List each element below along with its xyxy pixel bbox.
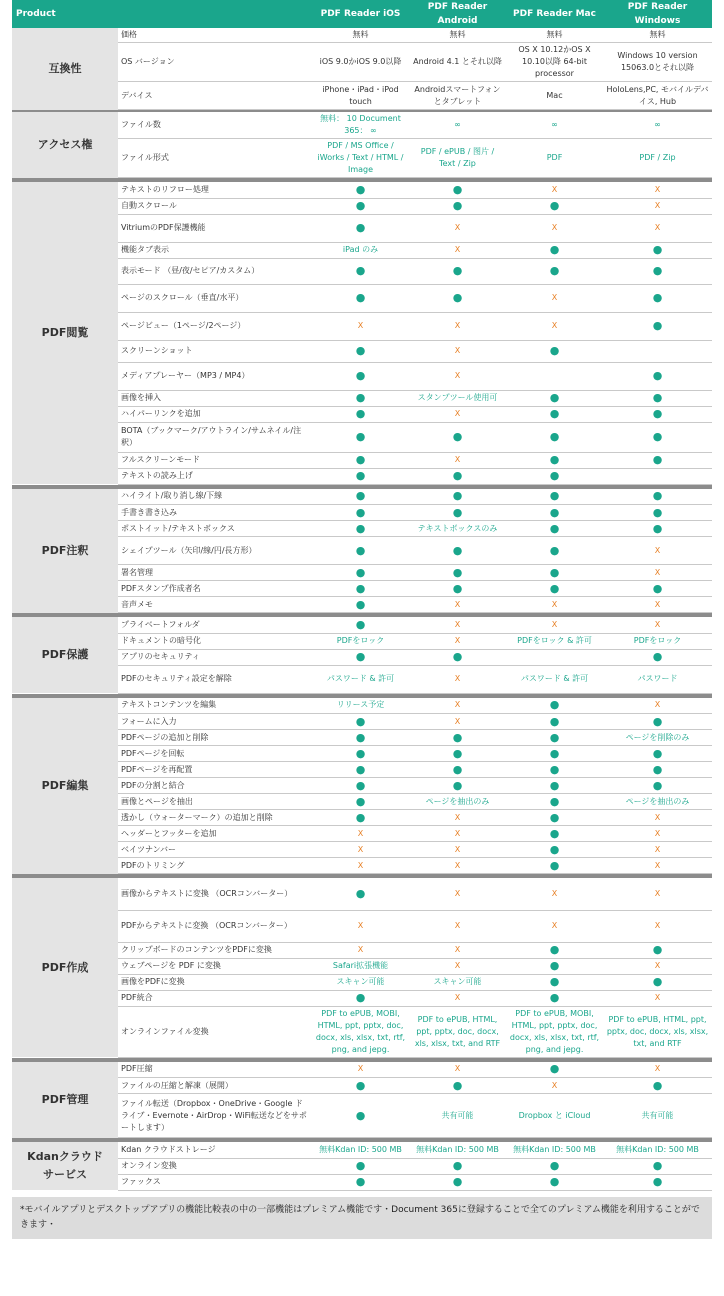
supported-dot: ● (506, 468, 603, 484)
value-cell: iPhone・iPad・iPod touch (312, 82, 409, 110)
unsupported-x: X (312, 826, 409, 842)
comparison-page (12, 0, 712, 1239)
supported-dot: ● (506, 242, 603, 258)
supported-dot: ● (312, 810, 409, 826)
unsupported-x: X (409, 698, 506, 714)
value-cell: PDFをロック (312, 633, 409, 649)
feature-label: 署名管理 (118, 565, 312, 581)
value-cell: PDF / ePUB / 图片 / Text / Zip (409, 139, 506, 178)
supported-dot: ● (506, 730, 603, 746)
value-cell: 無料Kdan ID: 500 MB (506, 1142, 603, 1158)
value-cell: 共有可能 (409, 1094, 506, 1138)
feature-label: 価格 (118, 28, 312, 43)
feature-label: ファックス (118, 1174, 312, 1190)
value-cell: テキストボックスのみ (409, 521, 506, 537)
value-cell: スキャン可能 (312, 974, 409, 990)
feature-label: 表示モード （昼/夜/セピア/カスタム） (118, 258, 312, 284)
unsupported-x: X (506, 312, 603, 340)
feature-label: デバイス (118, 82, 312, 110)
supported-dot: ● (506, 406, 603, 422)
feature-label: ハイパーリンクを追加 (118, 406, 312, 422)
unsupported-x: X (409, 878, 506, 910)
unsupported-x: X (603, 958, 712, 974)
supported-dot: ● (506, 258, 603, 284)
supported-dot: ● (312, 730, 409, 746)
feature-label: ドキュメントの暗号化 (118, 633, 312, 649)
feature-label: ページのスクロール（垂直/水平） (118, 284, 312, 312)
value-cell: HoloLens,PC, モバイルデバイス, Hub (603, 82, 712, 110)
feature-label: BOTA（ブックマーク/アウトライン/サムネイル/注釈） (118, 422, 312, 452)
feature-label: ハイライト/取り消し線/下線 (118, 489, 312, 505)
unsupported-x: X (409, 1062, 506, 1078)
supported-dot: ● (603, 974, 712, 990)
value-cell: Android 4.1 とそれ以降 (409, 43, 506, 82)
feature-label: クリップボードのコンテンツをPDFに変換 (118, 942, 312, 958)
value-cell: ∞ (603, 112, 712, 139)
value-cell: ∞ (409, 112, 506, 139)
unsupported-x: X (409, 362, 506, 390)
supported-dot: ● (409, 762, 506, 778)
supported-dot: ● (312, 452, 409, 468)
supported-dot: ● (409, 1078, 506, 1094)
feature-label: フォームに入力 (118, 714, 312, 730)
feature-label: プライベートフォルダ (118, 617, 312, 633)
supported-dot: ● (409, 258, 506, 284)
unsupported-x: X (312, 312, 409, 340)
supported-dot: ● (603, 312, 712, 340)
supported-dot: ● (506, 198, 603, 214)
feature-label: PDFページを再配置 (118, 762, 312, 778)
supported-dot: ● (312, 537, 409, 565)
unsupported-x: X (409, 665, 506, 693)
feature-label: PDFのセキュリティ設定を解除 (118, 665, 312, 693)
value-cell: 共有可能 (603, 1094, 712, 1138)
value-cell: 無料 (409, 28, 506, 43)
unsupported-x: X (506, 878, 603, 910)
supported-dot: ● (506, 340, 603, 362)
feature-label: ファイル転送（Dropbox・OneDrive・Google ドライブ・Evernote・AirDrop・WiFi転送などをサポートします） (118, 1094, 312, 1138)
supported-dot: ● (312, 390, 409, 406)
empty-cell (506, 649, 603, 665)
feature-label: フルスクリーンモード (118, 452, 312, 468)
unsupported-x: X (506, 182, 603, 198)
feature-label: PDFのトリミング (118, 858, 312, 874)
supported-dot: ● (506, 1174, 603, 1190)
supported-dot: ● (603, 422, 712, 452)
supported-dot: ● (312, 182, 409, 198)
feature-label: アプリのセキュリティ (118, 649, 312, 665)
table-row (12, 112, 712, 139)
supported-dot: ● (312, 362, 409, 390)
unsupported-x: X (506, 910, 603, 942)
supported-dot: ● (409, 1174, 506, 1190)
supported-dot: ● (409, 468, 506, 484)
value-cell: PDF / MS Office / iWorks / Text / HTML / Image (312, 139, 409, 178)
unsupported-x: X (312, 858, 409, 874)
supported-dot: ● (506, 565, 603, 581)
supported-dot: ● (603, 406, 712, 422)
table-row (12, 1142, 712, 1158)
supported-dot: ● (312, 581, 409, 597)
supported-dot: ● (506, 698, 603, 714)
feature-comparison-table (12, 0, 712, 1191)
supported-dot: ● (312, 1158, 409, 1174)
supported-dot: ● (312, 649, 409, 665)
unsupported-x: X (506, 284, 603, 312)
supported-dot: ● (603, 778, 712, 794)
value-cell: 無料 (603, 28, 712, 43)
feature-label: PDFページの追加と削除 (118, 730, 312, 746)
value-cell: PDF / Zip (603, 139, 712, 178)
unsupported-x: X (409, 990, 506, 1006)
table-row (12, 617, 712, 633)
supported-dot: ● (312, 714, 409, 730)
feature-label: VitriumのPDF保護機能 (118, 214, 312, 242)
supported-dot: ● (506, 842, 603, 858)
feature-label: 画像とページを抽出 (118, 794, 312, 810)
supported-dot: ● (312, 489, 409, 505)
supported-dot: ● (312, 1094, 409, 1138)
value-cell: パスワード & 許可 (312, 665, 409, 693)
unsupported-x: X (409, 340, 506, 362)
value-cell: Mac (506, 82, 603, 110)
feature-label: スクリーンショット (118, 340, 312, 362)
unsupported-x: X (312, 910, 409, 942)
supported-dot: ● (603, 581, 712, 597)
feature-label: PDF統合 (118, 990, 312, 1006)
unsupported-x: X (603, 537, 712, 565)
header-product-windows: PDF Reader Windows (603, 0, 712, 28)
unsupported-x: X (409, 242, 506, 258)
supported-dot: ● (506, 1062, 603, 1078)
feature-label: PDFスタンプ作成者名 (118, 581, 312, 597)
supported-dot: ● (409, 1158, 506, 1174)
supported-dot: ● (312, 617, 409, 633)
supported-dot: ● (506, 521, 603, 537)
unsupported-x: X (312, 942, 409, 958)
supported-dot: ● (312, 990, 409, 1006)
supported-dot: ● (409, 730, 506, 746)
unsupported-x: X (409, 842, 506, 858)
feature-label: テキストのリフロー処理 (118, 182, 312, 198)
table-row (12, 28, 712, 43)
supported-dot: ● (312, 406, 409, 422)
unsupported-x: X (603, 565, 712, 581)
supported-dot: ● (506, 826, 603, 842)
unsupported-x: X (603, 878, 712, 910)
table-row (12, 1062, 712, 1078)
header-product-mac: PDF Reader Mac (506, 0, 603, 28)
supported-dot: ● (603, 284, 712, 312)
unsupported-x: X (506, 617, 603, 633)
header-product-ios: PDF Reader iOS (312, 0, 409, 28)
unsupported-x: X (506, 1078, 603, 1094)
table-row (12, 182, 712, 198)
value-cell: スタンプツール使用可 (409, 390, 506, 406)
value-cell: 無料Kdan ID: 500 MB (312, 1142, 409, 1158)
supported-dot: ● (409, 537, 506, 565)
supported-dot: ● (312, 762, 409, 778)
supported-dot: ● (506, 422, 603, 452)
supported-dot: ● (312, 565, 409, 581)
value-cell: iPad のみ (312, 242, 409, 258)
feature-label: 画像を挿入 (118, 390, 312, 406)
category-label: PDF管理 (12, 1062, 118, 1138)
supported-dot: ● (409, 198, 506, 214)
value-cell: Androidスマートフォンとタブレット (409, 82, 506, 110)
value-cell: ページを抽出のみ (603, 794, 712, 810)
supported-dot: ● (409, 422, 506, 452)
unsupported-x: X (409, 826, 506, 842)
value-cell: PDFをロック & 許可 (506, 633, 603, 649)
unsupported-x: X (603, 810, 712, 826)
unsupported-x: X (603, 842, 712, 858)
unsupported-x: X (603, 1062, 712, 1078)
supported-dot: ● (603, 258, 712, 284)
supported-dot: ● (603, 1158, 712, 1174)
table-row (12, 878, 712, 910)
value-cell: ∞ (506, 112, 603, 139)
empty-cell (603, 468, 712, 484)
feature-label: ウェブページを PDF に変換 (118, 958, 312, 974)
category-label: Kdanクラウドサービス (12, 1142, 118, 1190)
category-label: 互換性 (12, 28, 118, 110)
supported-dot: ● (603, 521, 712, 537)
feature-label: 画像からテキストに変換 （OCRコンバーター） (118, 878, 312, 910)
feature-label: 手書き書き込み (118, 505, 312, 521)
value-cell: ページを抽出のみ (409, 794, 506, 810)
supported-dot: ● (312, 746, 409, 762)
value-cell: Windows 10 version 15063.0とそれ以降 (603, 43, 712, 82)
feature-label: ページビュー（1ページ/2ページ） (118, 312, 312, 340)
value-cell: 無料： 10 Document 365： ∞ (312, 112, 409, 139)
value-cell: PDF to ePUB, MOBI, HTML, ppt, pptx, doc, docx, xls, xlsx, txt, rtf, png, and jepg. (506, 1006, 603, 1057)
header-product-label: Product (12, 0, 312, 28)
supported-dot: ● (603, 1078, 712, 1094)
supported-dot: ● (506, 794, 603, 810)
category-label: PDF保護 (12, 617, 118, 693)
supported-dot: ● (603, 1174, 712, 1190)
supported-dot: ● (312, 258, 409, 284)
category-label: PDF注釈 (12, 489, 118, 613)
value-cell: PDF to ePUB, MOBI, HTML, ppt, pptx, doc, docx, xls, xlsx, txt, rtf, png, and jepg. (312, 1006, 409, 1057)
unsupported-x: X (603, 597, 712, 613)
unsupported-x: X (603, 617, 712, 633)
feature-label: ベイツナンバー (118, 842, 312, 858)
table-row (12, 698, 712, 714)
unsupported-x: X (603, 198, 712, 214)
feature-label: テキストコンテンツを編集 (118, 698, 312, 714)
value-cell: 無料Kdan ID: 500 MB (603, 1142, 712, 1158)
supported-dot: ● (603, 452, 712, 468)
supported-dot: ● (506, 489, 603, 505)
unsupported-x: X (409, 942, 506, 958)
unsupported-x: X (409, 452, 506, 468)
feature-label: 音声メモ (118, 597, 312, 613)
unsupported-x: X (312, 842, 409, 858)
supported-dot: ● (312, 468, 409, 484)
supported-dot: ● (603, 762, 712, 778)
value-cell: PDF to ePUB, HTML, ppt, pptx, doc, docx, xls, xlsx, txt, and RTF (409, 1006, 506, 1057)
unsupported-x: X (409, 633, 506, 649)
supported-dot: ● (506, 942, 603, 958)
supported-dot: ● (312, 505, 409, 521)
value-cell: PDF (506, 139, 603, 178)
supported-dot: ● (506, 810, 603, 826)
supported-dot: ● (312, 214, 409, 242)
supported-dot: ● (603, 242, 712, 258)
supported-dot: ● (312, 1078, 409, 1094)
unsupported-x: X (603, 698, 712, 714)
feature-label: オンラインファイル変換 (118, 1006, 312, 1057)
feature-label: PDFからテキストに変換 （OCRコンバーター） (118, 910, 312, 942)
unsupported-x: X (409, 910, 506, 942)
value-cell: スキャン可能 (409, 974, 506, 990)
supported-dot: ● (603, 649, 712, 665)
value-cell: 無料Kdan ID: 500 MB (409, 1142, 506, 1158)
supported-dot: ● (409, 649, 506, 665)
feature-label: ヘッダーとフッターを追加 (118, 826, 312, 842)
unsupported-x: X (409, 597, 506, 613)
value-cell: 無料 (506, 28, 603, 43)
feature-label: ポストイット/テキストボックス (118, 521, 312, 537)
footnote: *モバイルアプリとデスクトップアプリの機能比較表の中の一部機能はプレミアム機能です・Document 365に登録することで全てのプレミアム機能を利用することができます・ (12, 1197, 712, 1239)
feature-label: ファイル数 (118, 112, 312, 139)
feature-label: シェイプツール（矢印/線/円/長方形） (118, 537, 312, 565)
value-cell: ページを削除のみ (603, 730, 712, 746)
unsupported-x: X (409, 312, 506, 340)
feature-label: Kdan クラウドストレージ (118, 1142, 312, 1158)
supported-dot: ● (312, 778, 409, 794)
feature-label: テキストの読み上げ (118, 468, 312, 484)
supported-dot: ● (506, 390, 603, 406)
unsupported-x: X (409, 214, 506, 242)
feature-label: PDFの分割と結合 (118, 778, 312, 794)
value-cell: パスワード (603, 665, 712, 693)
feature-label: ファイルの圧縮と解凍（展開） (118, 1078, 312, 1094)
supported-dot: ● (312, 521, 409, 537)
value-cell: Safari拡張機能 (312, 958, 409, 974)
supported-dot: ● (409, 778, 506, 794)
feature-label: 自動スクロール (118, 198, 312, 214)
supported-dot: ● (603, 489, 712, 505)
unsupported-x: X (603, 182, 712, 198)
unsupported-x: X (409, 958, 506, 974)
unsupported-x: X (603, 858, 712, 874)
supported-dot: ● (506, 762, 603, 778)
supported-dot: ● (409, 746, 506, 762)
supported-dot: ● (506, 990, 603, 1006)
supported-dot: ● (312, 1174, 409, 1190)
unsupported-x: X (506, 597, 603, 613)
supported-dot: ● (603, 362, 712, 390)
unsupported-x: X (409, 714, 506, 730)
supported-dot: ● (506, 714, 603, 730)
supported-dot: ● (409, 284, 506, 312)
supported-dot: ● (506, 746, 603, 762)
header-product-android: PDF Reader Android (409, 0, 506, 28)
feature-label: 機能タブ表示 (118, 242, 312, 258)
supported-dot: ● (506, 1158, 603, 1174)
supported-dot: ● (312, 422, 409, 452)
supported-dot: ● (409, 505, 506, 521)
supported-dot: ● (603, 714, 712, 730)
unsupported-x: X (603, 826, 712, 842)
supported-dot: ● (409, 182, 506, 198)
supported-dot: ● (603, 942, 712, 958)
feature-label: PDFページを回転 (118, 746, 312, 762)
supported-dot: ● (506, 581, 603, 597)
supported-dot: ● (506, 537, 603, 565)
supported-dot: ● (312, 198, 409, 214)
value-cell: OS X 10.12かOS X 10.10以降 64-bit processor (506, 43, 603, 82)
empty-cell (603, 340, 712, 362)
feature-label: オンライン変換 (118, 1158, 312, 1174)
category-label: PDF閲覧 (12, 182, 118, 484)
value-cell: パスワード & 許可 (506, 665, 603, 693)
value-cell: 無料 (312, 28, 409, 43)
unsupported-x: X (409, 617, 506, 633)
table-row (12, 489, 712, 505)
feature-label: ファイル形式 (118, 139, 312, 178)
value-cell: PDF to ePUB, HTML, ppt, pptx, doc, docx, xls, xlsx, txt, and RTF (603, 1006, 712, 1057)
unsupported-x: X (409, 810, 506, 826)
unsupported-x: X (603, 910, 712, 942)
supported-dot: ● (603, 746, 712, 762)
unsupported-x: X (312, 1062, 409, 1078)
supported-dot: ● (409, 489, 506, 505)
supported-dot: ● (409, 581, 506, 597)
supported-dot: ● (603, 505, 712, 521)
supported-dot: ● (312, 284, 409, 312)
unsupported-x: X (506, 214, 603, 242)
supported-dot: ● (312, 794, 409, 810)
feature-label: 透かし（ウォーターマーク）の追加と削除 (118, 810, 312, 826)
supported-dot: ● (506, 958, 603, 974)
category-label: PDF編集 (12, 698, 118, 874)
unsupported-x: X (603, 990, 712, 1006)
feature-label: メディアプレーヤー（MP3 / MP4） (118, 362, 312, 390)
value-cell: PDFをロック (603, 633, 712, 649)
supported-dot: ● (603, 390, 712, 406)
value-cell: リリース予定 (312, 698, 409, 714)
supported-dot: ● (506, 452, 603, 468)
feature-label: PDF圧縮 (118, 1062, 312, 1078)
category-label: アクセス権 (12, 112, 118, 178)
value-cell: iOS 9.0かiOS 9.0以降 (312, 43, 409, 82)
unsupported-x: X (409, 858, 506, 874)
supported-dot: ● (506, 505, 603, 521)
table-body (12, 28, 712, 1190)
category-label: PDF作成 (12, 878, 118, 1057)
supported-dot: ● (409, 565, 506, 581)
supported-dot: ● (506, 974, 603, 990)
unsupported-x: X (409, 406, 506, 422)
supported-dot: ● (312, 340, 409, 362)
unsupported-x: X (603, 214, 712, 242)
supported-dot: ● (506, 858, 603, 874)
supported-dot: ● (312, 878, 409, 910)
empty-cell (506, 362, 603, 390)
value-cell: Dropbox と iCloud (506, 1094, 603, 1138)
header-row (12, 0, 712, 28)
supported-dot: ● (506, 778, 603, 794)
supported-dot: ● (312, 597, 409, 613)
feature-label: 画像をPDFに変換 (118, 974, 312, 990)
feature-label: OS バージョン (118, 43, 312, 82)
